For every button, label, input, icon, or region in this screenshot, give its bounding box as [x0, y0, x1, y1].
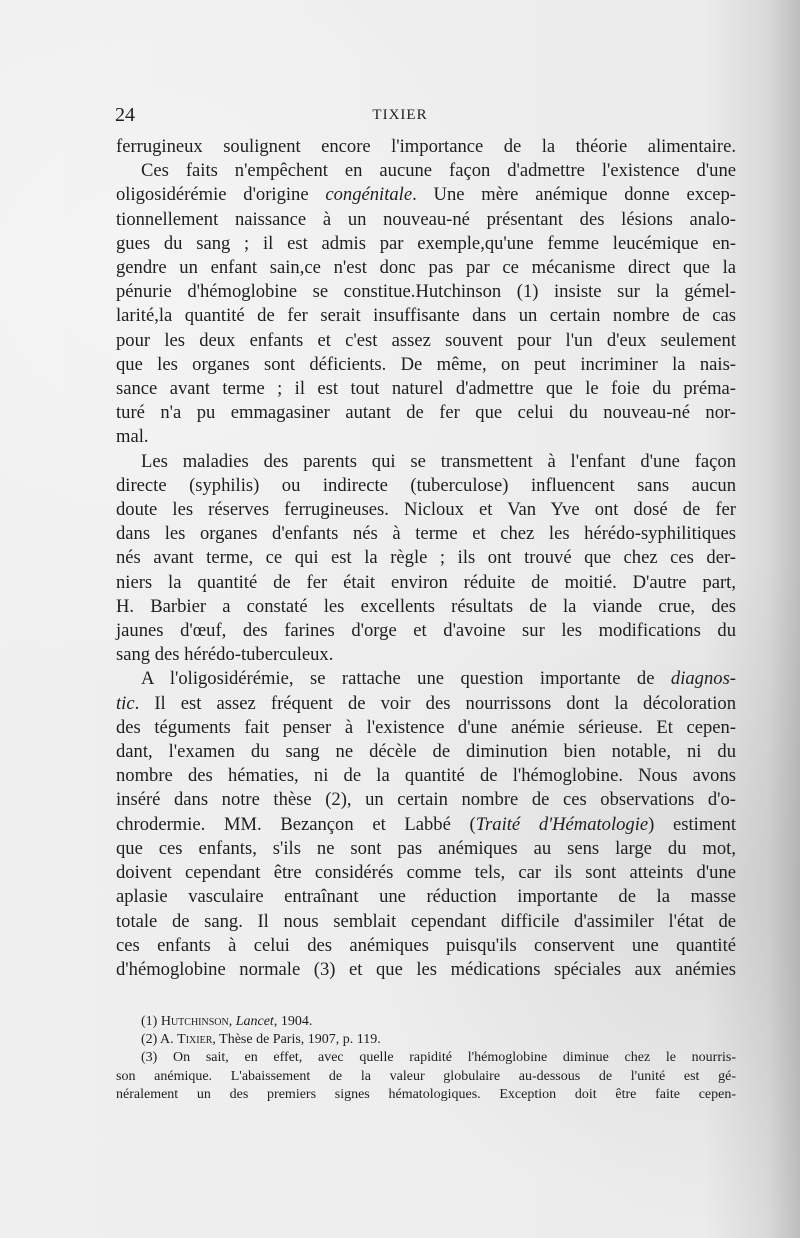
text-line: turé n'a pu emmagasiner autant de fer que celui du nouveau-né nor-: [116, 402, 736, 424]
footnote-marker: (2) A.: [141, 1032, 178, 1048]
text-line: directe (syphilis) ou indirecte (tuberculose) influencent sans aucun: [116, 474, 736, 496]
text-line: que les organes sont déficients. De même, on peut incriminer la nais-: [116, 353, 736, 375]
paragraph-2: [116, 450, 736, 668]
footnote-rest: , 1904.: [273, 1014, 313, 1029]
footnote-line-content: (3) On sait, en effet, avec quelle rapidité l'hémoglobine diminue chez le nourris-: [141, 1050, 736, 1066]
page-header: [115, 103, 685, 127]
page-number: 24: [115, 104, 135, 126]
italic-term: tic: [116, 692, 135, 714]
text-line: larité,la quantité de fer serait insuffisante dans un certain nombre de cas: [116, 305, 736, 327]
text-line: gues du sang ; il est admis par exemple,qu'une femme leucémique en-: [116, 232, 736, 254]
footnote-line: [116, 1049, 736, 1067]
footnote-marker: (1): [141, 1014, 161, 1029]
text-line-content: Ces faits n'empêchent en aucune façon d'admettre l'existence d'une: [141, 160, 736, 182]
paragraph-1: [116, 135, 736, 450]
footnote-rest: , Thèse de Paris, 1907, p. 119.: [212, 1032, 381, 1048]
text-line: H. Barbier a constaté les excellents résultats de la viande crue, des: [116, 595, 736, 617]
text-line: gendre un enfant sain,ce n'est donc pas par ce mécanisme direct que la: [116, 257, 736, 279]
text-line: tionnellement naissance à un nouveau-né présentant des lésions analo-: [116, 208, 736, 230]
text-line: [116, 159, 736, 183]
text-line: doute les réserves ferrugineuses. Nicloux et Van Yve ont dosé de fer: [116, 499, 736, 521]
text-line: inséré dans notre thèse (2), un certain nombre de ces observations d'o-: [116, 789, 736, 811]
footnote-line: néralement un des premiers signes hématologiques. Exception doit être faite cepen-: [116, 1086, 736, 1102]
text-line: nombre des hématies, ni de la quantité de l'hémoglobine. Nous avons: [116, 765, 736, 787]
italic-term: congénitale: [325, 184, 413, 206]
text-line-content: Les maladies des parents qui se transmettent à l'enfant d'une façon: [141, 450, 736, 472]
text-line: aplasie vasculaire entraînant une réduction importante de la masse: [116, 886, 736, 908]
text-line: ces enfants à celui des anémiques puisqu'ils conservent une quantité: [116, 934, 736, 956]
text-line: d'hémoglobine normale (3) et que les médications spéciales aux anémies: [116, 958, 736, 980]
text-line: pénurie d'hémoglobine se constitue.Hutchinson (1) insiste sur la gémel-: [116, 281, 736, 303]
text-line: jaunes d'œuf, des farines d'orge et d'avoine sur les modifications du: [116, 620, 736, 642]
text-line: dant, l'examen du sang ne décèle de diminution bien notable, ni du: [116, 741, 736, 763]
footnote-journal: Lancet: [235, 1014, 274, 1029]
italic-term: diagnos-: [670, 668, 736, 690]
footnote-3: [116, 1049, 736, 1104]
footnotes: [116, 1013, 736, 1104]
text-fragment: ) estiment: [648, 813, 736, 835]
footnote-1: [116, 1013, 736, 1031]
footnote-2: [116, 1031, 736, 1049]
text-line: que ces enfants, s'ils ne sont pas anémiques au sens large du mot,: [116, 837, 736, 859]
text-line: sang des hérédo-tuberculeux.: [116, 644, 334, 666]
text-line: sance avant terme ; il est tout naturel d'admettre que le foie du préma-: [116, 378, 736, 400]
text-line: ferrugineux soulignent encore l'importance de la théorie alimentaire.: [116, 136, 736, 157]
footnote-author: Tixier: [177, 1032, 213, 1048]
paragraph-3: [116, 667, 736, 982]
text-fragment: oligosidérémie d'origine: [116, 184, 326, 206]
text-line: totale de sang. Il nous semblait cependant difficile d'assimiler l'état de: [116, 910, 736, 932]
text-line: nés avant terme, ce qui est la règle ; ils ont trouvé que chez ces der-: [116, 547, 736, 569]
footnote-separator: ,: [228, 1014, 236, 1029]
text-line: [116, 183, 736, 207]
text-fragment: A l'oligosidérémie, se rattache une question importante de: [141, 668, 671, 690]
text-fragment: . Une mère anémique donne excep-: [412, 184, 736, 206]
text-line: mal.: [116, 426, 149, 448]
footnote-line: son anémique. L'abaissement de la valeur globulaire au-dessous de l'unité est gé-: [116, 1068, 736, 1084]
text-line: doivent cependant être considérés comme tels, car ils sont atteints d'une: [116, 862, 736, 884]
main-text: [116, 135, 736, 982]
text-line: niers la quantité de fer était environ réduite de moitié. D'autre part,: [116, 571, 736, 593]
text-line: [116, 667, 736, 691]
text-line: pour les deux enfants et c'est assez souvent pour l'un d'eux seulement: [116, 329, 736, 351]
book-title: Traité d'Hématologie: [475, 813, 649, 835]
text-fragment: . Il est assez fréquent de voir des nourrissons dont la décoloration: [134, 692, 736, 714]
text-line: des téguments fait penser à l'existence d'une anémie sérieuse. Et cepen-: [116, 716, 736, 738]
text-fragment: chrodermie. MM. Bezançon et Labbé (: [116, 813, 476, 835]
text-line: [116, 692, 736, 716]
text-line: dans les organes d'enfants nés à terme et chez les hérédo-syphilitiques: [116, 523, 736, 545]
footnote-author: Hutchinson: [160, 1014, 229, 1029]
text-line: [116, 813, 736, 837]
running-head: TIXIER: [372, 107, 428, 123]
text-line: [116, 450, 736, 474]
